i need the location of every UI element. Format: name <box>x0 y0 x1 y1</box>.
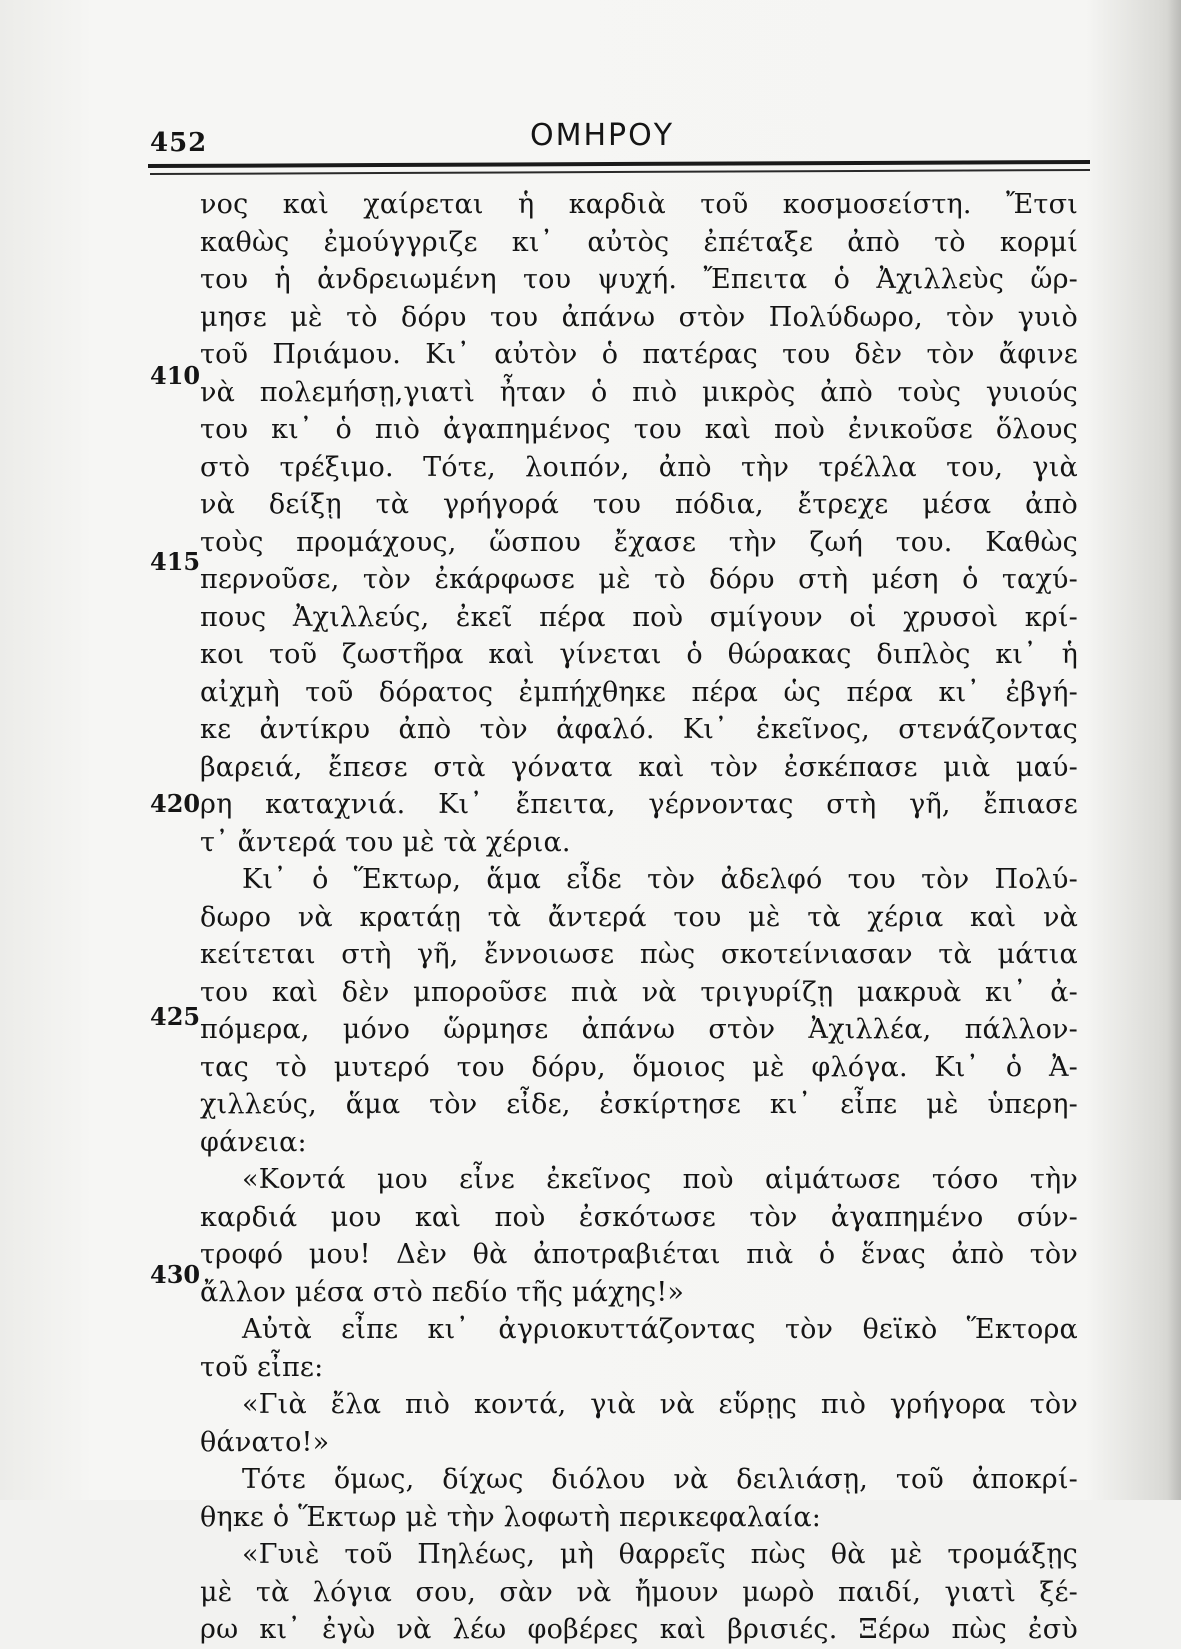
text-line: Αὐτὰ εἶπε κι᾽ ἀγριοκυττάζοντας τὸν θεϊκὸ Ἕκτορα <box>242 1314 1078 1345</box>
text-line: Τότε ὅμως, δίχως διόλου νὰ δειλιάσῃ, τοῦ ἀποκρί- <box>242 1464 1078 1495</box>
line-number-410: 410 <box>150 361 201 390</box>
text-line: «Γυιὲ τοῦ Πηλέως, μὴ θαρρεῖς πὼς θὰ μὲ τρομάξῃς <box>242 1539 1078 1570</box>
header-rule-thick <box>148 160 1090 168</box>
text-line: καρδιά μου καὶ ποὺ ἐσκότωσε τὸν ἀγαπημένο σύν- <box>200 1201 1078 1233</box>
text-line: Κι᾽ ὁ Ἕκτωρ, ἅμα εἶδε τὸν ἀδελφό του τὸν Πολύ- <box>242 864 1078 895</box>
text-line: νὰ δείξῃ τὰ γρήγορά του πόδια, ἔτρεχε μέσα ἀπὸ <box>200 489 1078 520</box>
text-line: αἰχμὴ τοῦ δόρατος ἐμπήχθηκε πέρα ὡς πέρα κι᾽ ἐβγή- <box>200 676 1078 708</box>
text-line: ρη καταχνιά. Κι᾽ ἔπειτα, γέρνοντας στὴ γῆ, ἔπιασε <box>200 789 1078 820</box>
page-number: 452 <box>150 128 208 158</box>
text-line: τ᾽ ἄντερά του μὲ τὰ χέρια. <box>200 826 571 858</box>
line-number-420: 420 <box>150 789 201 818</box>
text-line: τοῦ Πριάμου. Κι᾽ αὐτὸν ὁ πατέρας του δὲν τὸν ἄφινε <box>200 339 1078 370</box>
text-line: τοῦ εἶπε: <box>200 1351 324 1383</box>
text-line: «Κοντά μου εἶνε ἐκεῖνος ποὺ αἱμάτωσε τόσο τὴν <box>242 1164 1078 1195</box>
text-line: τας τὸ μυτερό του δόρυ, ὅμοιος μὲ φλόγα. Κι᾽ ὁ Ἀ- <box>200 1051 1078 1083</box>
text-line: κοι τοῦ ζωστῆρα καὶ γίνεται ὁ θώρακας διπλὸς κι᾽ ἡ <box>200 639 1078 670</box>
line-number-415: 415 <box>150 547 201 576</box>
text-line: του ἡ ἀνδρειωμένη του ψυχή. Ἔπειτα ὁ Ἀχιλλεὺς ὥρ- <box>200 264 1078 295</box>
text-line: ρω κι᾽ ἐγὼ νὰ λέω φοβέρες καὶ βρισιές. Ξέρω πὼς ἐσὺ <box>200 1614 1078 1645</box>
text-line: κείτεται στὴ γῆ, ἔννοιωσε πὼς σκοτείνιασαν τὰ μάτια <box>200 939 1078 970</box>
text-line: καθὼς ἐμούγγριζε κι᾽ αὐτὸς ἐπέταξε ἀπὸ τὸ κορμί <box>200 226 1078 258</box>
text-line: μὲ τὰ λόγια σου, σὰν νὰ ἤμουν μωρὸ παιδί, γιατὶ ξέ- <box>200 1576 1078 1608</box>
text-line: νος καὶ χαίρεται ἡ καρδιὰ τοῦ κοσμοσείστη. Ἔτσι <box>200 189 1078 220</box>
text-line: τροφό μου! Δὲν θὰ ἀποτραβιέται πιὰ ὁ ἕνας ἀπὸ τὸν <box>200 1239 1078 1270</box>
text-line: του κι᾽ ὁ πιὸ ἀγαπημένος του καὶ ποὺ ἐνικοῦσε ὅλους <box>200 414 1078 445</box>
text-line: δωρο νὰ κρατάῃ τὰ ἄντερά του μὲ τὰ χέρια καὶ νὰ <box>200 901 1078 933</box>
text-line: μησε μὲ τὸ δόρυ του ἀπάνω στὸν Πολύδωρο, τὸν γυιὸ <box>200 301 1078 333</box>
text-line: «Γιὰ ἔλα πιὸ κοντά, γιὰ νὰ εὕρῃς πιὸ γρήγορα τὸν <box>242 1389 1078 1420</box>
text-line: περνοῦσε, τὸν ἐκάρφωσε μὲ τὸ δόρυ στὴ μέση ὁ ταχύ- <box>200 564 1078 595</box>
text-line: κε ἀντίκρυ ἀπὸ τὸν ἀφαλό. Κι᾽ ἐκεῖνος, στενάζοντας <box>200 714 1078 745</box>
page-edge-shadow <box>1167 0 1181 1500</box>
text-line: χιλλεύς, ἅμα τὸν εἶδε, ἐσκίρτησε κι᾽ εἶπε μὲ ὑπερη- <box>200 1089 1078 1120</box>
body-text <box>200 186 1078 1649</box>
text-line: πόμερα, μόνο ὥρμησε ἀπάνω στὸν Ἀχιλλέα, πάλλον- <box>200 1014 1078 1045</box>
text-line: θάνατο!» <box>200 1426 330 1458</box>
text-line: πους Ἀχιλλεύς, ἐκεῖ πέρα ποὺ σμίγουν οἱ χρυσοὶ κρί- <box>200 601 1078 633</box>
running-title: ΟΜΗΡΟΥ <box>530 118 675 153</box>
header-rule-thin <box>150 169 1090 175</box>
text-line: ἄλλον μέσα στὸ πεδίο τῆς μάχης!» <box>200 1276 685 1308</box>
page-header <box>150 110 1090 158</box>
text-line: του καὶ δὲν μποροῦσε πιὰ νὰ τριγυρίζῃ μακρυὰ κι᾽ ἀ- <box>200 976 1078 1008</box>
text-line: φάνεια: <box>200 1126 307 1158</box>
text-line: νὰ πολεμήσῃ,γιατὶ ἦταν ὁ πιὸ μικρὸς ἀπὸ τοὺς γυιούς <box>200 376 1078 408</box>
line-number-425: 425 <box>150 1002 201 1031</box>
text-line: βαρειά, ἔπεσε στὰ γόνατα καὶ τὸν ἐσκέπασε μιὰ μαύ- <box>200 751 1078 783</box>
text-line: θηκε ὁ Ἕκτωρ μὲ τὴν λοφωτὴ περικεφαλαία: <box>200 1501 822 1533</box>
line-number-430: 430 <box>150 1260 201 1289</box>
text-line: στὸ τρέξιμο. Τότε, λοιπόν, ἀπὸ τὴν τρέλλα του, γιὰ <box>200 451 1078 483</box>
text-line: τοὺς προμάχους, ὥσπου ἔχασε τὴν ζωή του. Καθὼς <box>200 526 1078 558</box>
